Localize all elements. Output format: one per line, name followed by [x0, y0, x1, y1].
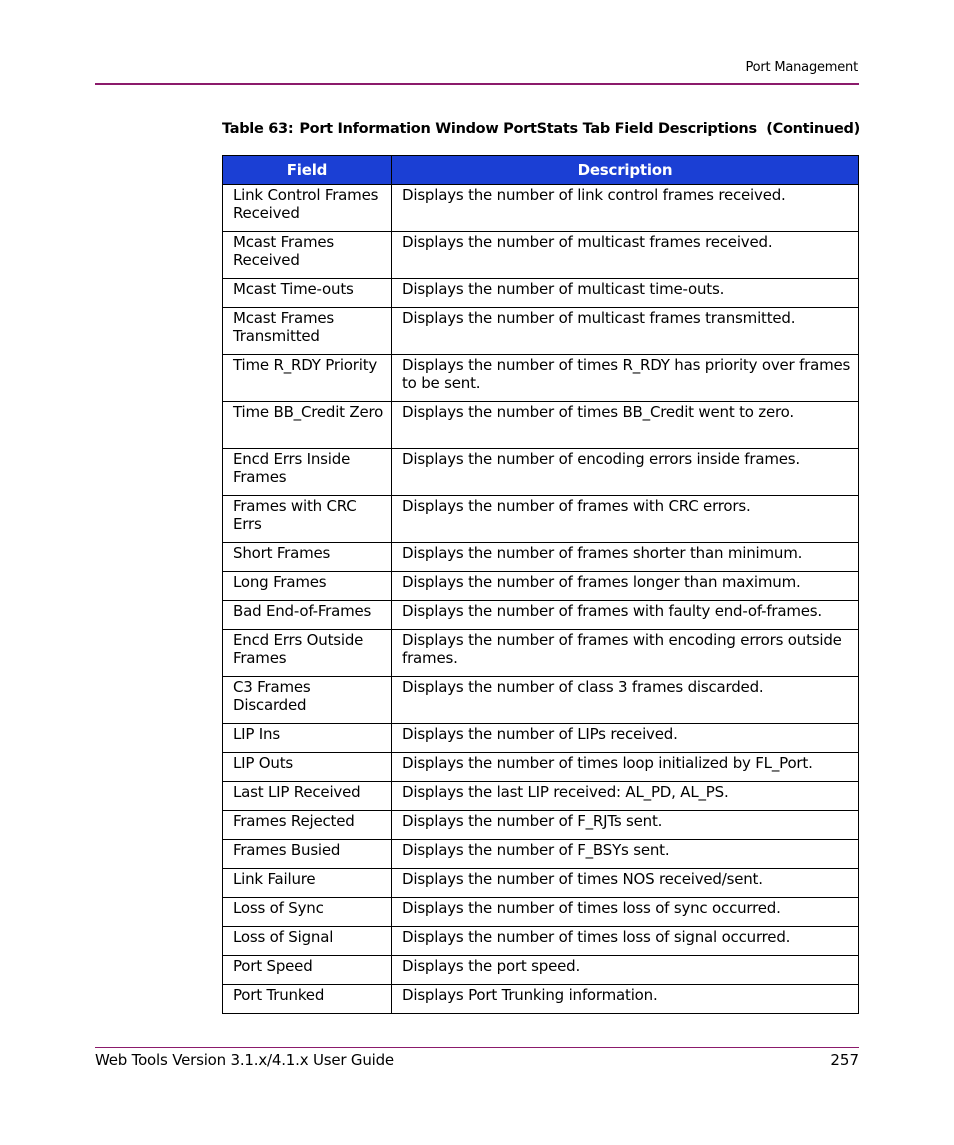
- table-caption-label: Table 63:: [222, 121, 294, 137]
- description-cell: Displays the number of encoding errors inside frames.: [392, 449, 859, 496]
- table-row: [223, 927, 859, 956]
- table-row: [223, 898, 859, 927]
- description-cell: Displays the number of F_RJTs sent.: [392, 811, 859, 840]
- description-cell: Displays the number of link control frames received.: [392, 185, 859, 232]
- description-cell: Displays the number of frames with encoding errors outside frames.: [392, 630, 859, 677]
- description-cell: Displays the number of times NOS received/sent.: [392, 869, 859, 898]
- table-row: [223, 956, 859, 985]
- field-cell: Bad End-of-Frames: [223, 601, 392, 630]
- table-row: [223, 496, 859, 543]
- description-cell: Displays the number of multicast frames transmitted.: [392, 308, 859, 355]
- description-cell: Displays the number of frames with faulty end-of-frames.: [392, 601, 859, 630]
- field-cell: Encd Errs Inside Frames: [223, 449, 392, 496]
- table-row: [223, 985, 859, 1014]
- description-cell: Displays the number of frames longer than maximum.: [392, 572, 859, 601]
- field-cell: Long Frames: [223, 572, 392, 601]
- running-header: Port Management: [745, 60, 858, 75]
- field-cell: C3 Frames Discarded: [223, 677, 392, 724]
- description-cell: Displays the number of times loop initialized by FL_Port.: [392, 753, 859, 782]
- table-header-row: [223, 156, 859, 185]
- column-header-description: Description: [392, 156, 859, 185]
- field-cell: Short Frames: [223, 543, 392, 572]
- field-cell: Encd Errs Outside Frames: [223, 630, 392, 677]
- field-cell: Frames Rejected: [223, 811, 392, 840]
- field-cell: Time R_RDY Priority: [223, 355, 392, 402]
- description-cell: Displays the number of times BB_Credit went to zero.: [392, 402, 859, 449]
- field-cell: Time BB_Credit Zero: [223, 402, 392, 449]
- footer-rule: [95, 1047, 859, 1048]
- field-cell: Link Failure: [223, 869, 392, 898]
- description-cell: Displays the number of multicast frames received.: [392, 232, 859, 279]
- table-row: [223, 355, 859, 402]
- description-cell: Displays Port Trunking information.: [392, 985, 859, 1014]
- table-row: [223, 811, 859, 840]
- table-row: [223, 724, 859, 753]
- table-row: [223, 308, 859, 355]
- description-cell: Displays the number of multicast time-outs.: [392, 279, 859, 308]
- field-description-table: [222, 155, 859, 1014]
- table-caption-title: Port Information Window PortStats Tab Field Descriptions (Continued): [299, 121, 860, 137]
- field-cell: Mcast Time-outs: [223, 279, 392, 308]
- table-row: [223, 279, 859, 308]
- field-cell: Frames with CRC Errs: [223, 496, 392, 543]
- table-row: [223, 449, 859, 496]
- field-cell: Port Trunked: [223, 985, 392, 1014]
- table-row: [223, 677, 859, 724]
- field-cell: LIP Outs: [223, 753, 392, 782]
- field-cell: Port Speed: [223, 956, 392, 985]
- description-cell: Displays the port speed.: [392, 956, 859, 985]
- table-row: [223, 840, 859, 869]
- field-cell: Mcast Frames Transmitted: [223, 308, 392, 355]
- field-cell: Loss of Signal: [223, 927, 392, 956]
- description-cell: Displays the number of frames shorter than minimum.: [392, 543, 859, 572]
- footer-guide-title: Web Tools Version 3.1.x/4.1.x User Guide: [95, 1051, 394, 1069]
- description-cell: Displays the number of times R_RDY has priority over frames to be sent.: [392, 355, 859, 402]
- description-cell: Displays the number of frames with CRC errors.: [392, 496, 859, 543]
- field-cell: LIP Ins: [223, 724, 392, 753]
- field-cell: Mcast Frames Received: [223, 232, 392, 279]
- table-row: [223, 630, 859, 677]
- table-row: [223, 543, 859, 572]
- page-number: 257: [830, 1051, 859, 1069]
- table-row: [223, 601, 859, 630]
- table-row: [223, 869, 859, 898]
- table-caption: [222, 121, 860, 137]
- description-cell: Displays the number of class 3 frames discarded.: [392, 677, 859, 724]
- field-cell: Frames Busied: [223, 840, 392, 869]
- table-row: [223, 232, 859, 279]
- column-header-field: Field: [223, 156, 392, 185]
- description-cell: Displays the number of LIPs received.: [392, 724, 859, 753]
- table-row: [223, 402, 859, 449]
- table-row: [223, 753, 859, 782]
- description-cell: Displays the last LIP received: AL_PD, AL_PS.: [392, 782, 859, 811]
- field-cell: Last LIP Received: [223, 782, 392, 811]
- field-cell: Link Control Frames Received: [223, 185, 392, 232]
- description-cell: Displays the number of times loss of signal occurred.: [392, 927, 859, 956]
- table-body: [223, 185, 859, 1014]
- table-row: [223, 782, 859, 811]
- description-cell: Displays the number of F_BSYs sent.: [392, 840, 859, 869]
- description-cell: Displays the number of times loss of sync occurred.: [392, 898, 859, 927]
- table-row: [223, 185, 859, 232]
- header-rule: [95, 83, 859, 85]
- table-row: [223, 572, 859, 601]
- field-cell: Loss of Sync: [223, 898, 392, 927]
